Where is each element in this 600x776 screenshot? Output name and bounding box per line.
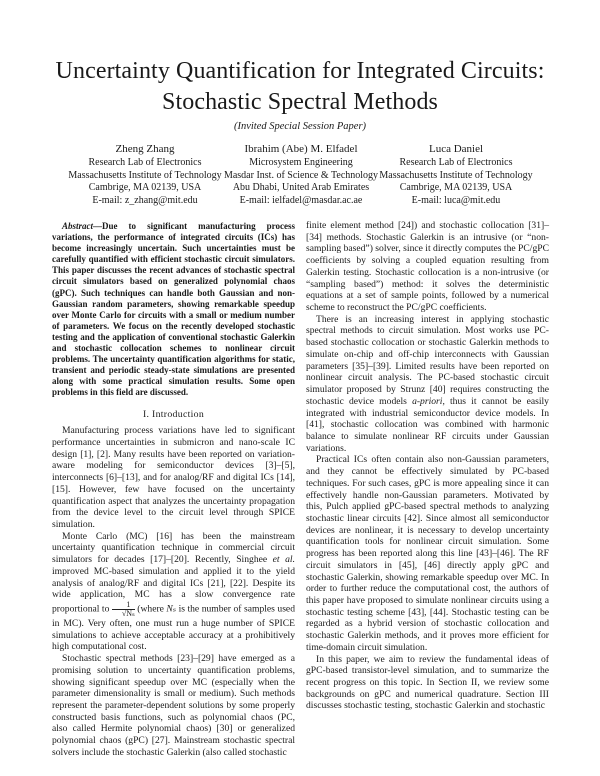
right-column <box>306 220 549 712</box>
text-run: et al. <box>272 554 295 566</box>
text-run: improved MC-based simulation and applied it to the yield analysis of analog/RF and digital ICs [21], [22]. Despite its wide application, MC has a slow convergence rate proportional to <box>52 565 295 615</box>
text-run: , thus it cannot be easily integrated with industrial semiconductor device models. In [41], stochastic collocation was combined with harmonic balance to simulate nonlinear RF circuits under Gaussian variations. <box>306 395 549 454</box>
paragraph: In this paper, we aim to review the fundamental ideas of gPC-based transistor-level simulation, and to summarize the recent progress on this topic. In Section II, we review some backgrounds on gPC and numerical quadrature. Section III discusses stochastic testing, stochastic Galerkin and stochastic <box>306 653 549 712</box>
text-run: Nₛ <box>166 603 177 615</box>
paragraph: Stochastic spectral methods [23]–[29] have emerged as a promising solution to uncertainty quantification problems, showing significant speedup over MC (especially when the parameter dimensionality is small or medium). Such methods represent the parameter-dependent solutions by some properly constructed basis functions, such as polynomial chaos (PC, also called Hermite polynomial chaos) [30] or generalized polynomial chaos (gPC) [27]. Mainstream stochastic spectral solvers include the stochastic Galerkin (also called stochastic <box>52 653 295 758</box>
paper-subtitle: (Invited Special Session Paper) <box>233 121 367 132</box>
fraction <box>112 601 135 618</box>
paragraph: Practical ICs often contain also non-Gaussian parameters, and they cannot be effectively simulated by PC-based techniques. For such cases, gPC is more appealing since it can effectively handle non-Gaussian parameters. Motivated by this, Pulch applied gPC-based spectral methods to analyzing stochastic linear circuits [42]. Since almost all semiconductor devices are nonlinear, it is necessary to develop uncertainty quantification tools for nonlinear circuit simulation. Some progress has been reported along this line [43]–[46]. The RF circuit simulators in [45], [46] directly apply gPC and stochastic Galerkin, showing remarkable speedup over MC. In order to further reduce the computational cost, the authors of this paper have proposed to simulate nonlinear circuits using a stochastic testing scheme [43], [44]. Stochastic testing can be regarded as a hybrid version of stochastic collocation and stochastic Galerkin methods, and it proves more efficient for time-domain circuit simulation. <box>306 454 549 653</box>
abstract-label: Abstract <box>62 221 94 231</box>
text-run: (where <box>134 603 167 615</box>
author-address: Cambrige, MA 02139, USA <box>88 182 202 194</box>
author-block-2 <box>216 142 386 207</box>
author-address: Abu Dhabi, United Arab Emirates <box>232 182 370 194</box>
author-affiliation: Research Lab of Electronics <box>399 157 513 168</box>
author-affiliation: Research Lab of Electronics <box>88 157 202 168</box>
author-block-3 <box>371 142 541 207</box>
title-line-2: Stochastic Spectral Methods <box>162 89 438 115</box>
author-name: Luca Daniel <box>428 143 484 155</box>
paragraph <box>52 531 295 653</box>
author-email: E-mail: ielfadel@masdar.ac.ae <box>239 194 363 206</box>
author-email: E-mail: luca@mit.edu <box>411 194 501 206</box>
author-institution: Massachusetts Institute of Technology <box>379 169 533 181</box>
text-run: Monte Carlo (MC) [16] has been the mainstream uncertainty quantification technique in commercial circuit simulators for decades [17]–[20]. Recently, Singhee <box>52 530 295 566</box>
abstract-text: —Due to significant manufacturing process variations, the performance of integrated circuits (ICs) has become increasingly uncertain. Such uncertainties must be carefully quantified with efficient stochastic circuit simulators. This paper discusses the recent advances of stochastic spectral circuit simulators based on generalized polynomial chaos (gPC). Such techniques can handle both Gaussian and non-Gaussian random parameters, showing remarkable speedup over Monte Carlo for circuits with a small or medium number of parameters. We focus on the recently developed stochastic testing and the application of conventional stochastic Galerkin and stochastic collocation schemes to nonlinear circuit problems. The uncertainty quantification algorithms for static, transient and periodic steady-state simulations are presented along with some practical simulation results. Some open problems in this field are discussed. <box>52 221 295 398</box>
abstract <box>52 221 295 399</box>
author-address: Cambrige, MA 02139, USA <box>399 182 513 194</box>
paragraph <box>306 314 549 455</box>
author-institution: Masdar Inst. of Science & Technology <box>223 169 379 181</box>
paper-title <box>0 56 600 118</box>
text-run: is the number of samples used in MC). Very often, one must run a huge number of SPICE simulations to achieve acceptable accuracy at a prohibitively high computational cost. <box>52 603 295 653</box>
author-affiliation: Microsystem Engineering <box>249 157 353 168</box>
author-email: E-mail: z_zhang@mit.edu <box>92 194 198 206</box>
section-heading-introduction: I. Introduction <box>142 408 205 420</box>
paragraph: Manufacturing process variations have led to significant performance uncertainties in submicron and nano-scale IC design [1], [2]. Many results have been reported on variation-aware modeling for semiconductor devices [3]–[5], interconnects [6]–[13], and for analog/RF and digital ICs [14], [15]. However, few have focused on the uncertainty quantification aspect that analyzes the uncertainty propagation from the device level to the circuit level through SPICE simulation. <box>52 425 295 530</box>
author-name: Ibrahim (Abe) M. Elfadel <box>244 143 358 155</box>
fraction-denominator: √Nₛ <box>121 609 135 618</box>
paragraph: finite element method [24]) and stochastic collocation [31]–[34] methods. Stochastic Galerkin is an intrusive (or “non-sampling based”) solver, since it directly computes the PC/gPC coefficients by solving a coupled equation resulting from Galerkin testing. Stochastic collocation is a non-intrusive (or “sampling based”) method: it solves the deterministic equations at a set of sample points, followed by a numerical scheme to reconstruct the PC/gPC coefficients. <box>306 220 549 314</box>
fraction-numerator: 1 <box>112 601 135 610</box>
author-name: Zheng Zhang <box>115 143 175 155</box>
title-line-1: Uncertainty Quantification for Integrated Circuits: <box>55 58 545 84</box>
left-column <box>52 221 295 759</box>
author-block-1 <box>60 142 230 207</box>
author-institution: Massachusetts Institute of Technology <box>68 169 222 181</box>
text-run: a-priori <box>412 395 443 407</box>
text-run: There is an increasing interest in applying stochastic spectral methods to circuit simulation. Most works use PC-based stochastic collocation or stochastic Galerkin methods to simulate on-chip and off-chip interconnects with Gaussian parameters [35]–[39]. Limited results have been reported on nonlinear circuit analysis. The PC-based stochastic circuit simulator proposed by Strunz [40] requires constructing the stochastic device models <box>306 313 549 407</box>
